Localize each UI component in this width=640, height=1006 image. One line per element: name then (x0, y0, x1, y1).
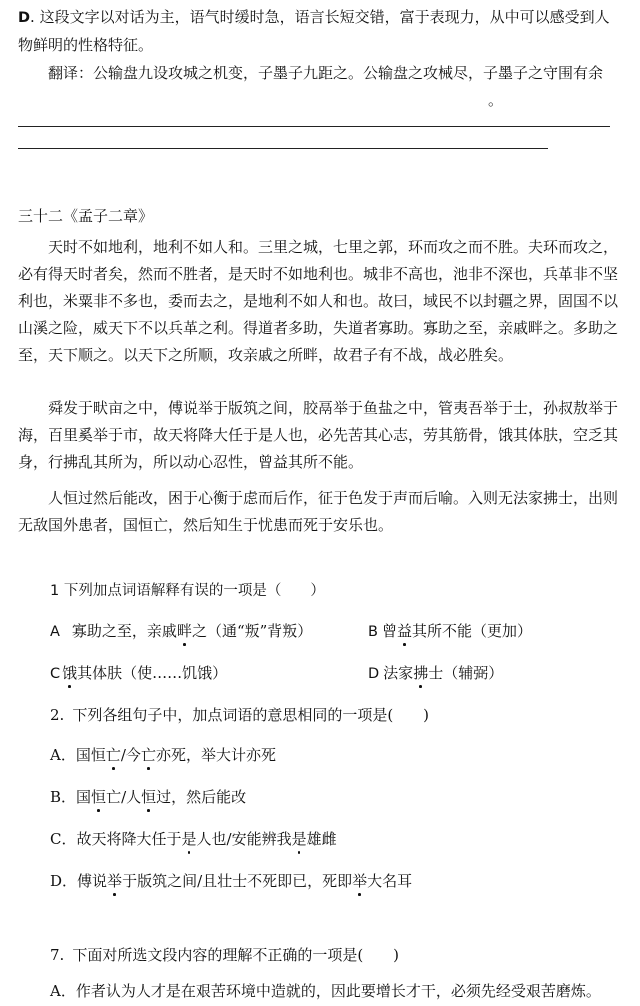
q2-a-part2: /今 (120, 746, 141, 764)
q2-b-label: B． (50, 788, 77, 806)
q2-b-part1: 国 (76, 788, 92, 806)
q1-a-post: 之（通“叛”背叛） (191, 622, 313, 640)
q2-c-dotted-1: 是 (181, 830, 197, 848)
q2-number: 2. (50, 706, 65, 724)
q1-b-dotted-word: 益 (396, 622, 412, 640)
q2-option-b[interactable] (50, 786, 246, 808)
answer-line-2[interactable] (18, 148, 548, 149)
q2-c-part3: 雄雌 (306, 830, 337, 848)
q7-option-a[interactable]: A．作者认为人才是在艰苦环境中造就的，因此要增长才干，必须先经受艰苦磨炼。 (50, 982, 601, 1000)
q2-a-part1: 国恒 (75, 746, 106, 764)
passage-paragraph-3: 人恒过然后能改，困于心衡于虑而后作，征于色发于声而后喻。入则无法家拂士，出则无敌国外患者，国恒亡，然后知生于忧患而死于安乐也。 (18, 489, 619, 534)
q2-a-dotted-1: 亡 (105, 746, 121, 764)
q1-d-post: 士（辅弼） (428, 664, 504, 682)
q1-a-letter: A (50, 624, 60, 640)
q1-c-letter: C (50, 666, 61, 682)
option-d-letter: D (18, 10, 31, 26)
q2-c-part2: 人也/安能辨我 (196, 830, 292, 848)
q2-d-dotted-2: 举 (352, 872, 368, 890)
q2-c-label: C． (50, 830, 77, 848)
q1-b-post: 其所不能（更加） (411, 622, 532, 640)
q2-option-c[interactable] (50, 828, 337, 850)
q1-option-d[interactable] (368, 662, 503, 685)
q1-b-pre: 曾 (381, 622, 397, 640)
option-d-text: . 这段文字以对话为主，语气时缓时急，语言长短交错，富于表现力，从中可以感受到人物鲜明的性格特征。 (18, 8, 610, 54)
q2-a-dotted-2: 亡 (140, 746, 156, 764)
q7-stem (50, 944, 399, 966)
q2-b-dotted-2: 恒 (141, 788, 157, 806)
translation-label: 翻译： (48, 64, 94, 82)
q1-b-letter: B (368, 624, 378, 640)
translation-paragraph (18, 60, 620, 114)
q1-d-pre: 法家 (383, 664, 414, 682)
q1-d-letter: D (368, 666, 380, 682)
q1-option-a[interactable] (50, 620, 312, 643)
q1-c-post: 其体肤（使……饥饿） (77, 664, 228, 682)
q2-b-part3: 过，然后能改 (156, 788, 247, 806)
answer-line-1[interactable] (18, 126, 610, 127)
q1-a-pre: 寡助之至，亲戚 (71, 622, 177, 640)
q2-d-dotted-1: 举 (107, 872, 123, 890)
q2-a-label: A． (50, 746, 76, 764)
q2-option-a[interactable] (50, 744, 276, 766)
q2-d-part3: 大名耳 (367, 872, 413, 890)
q7-number: 7. (50, 946, 65, 964)
q2-stem-text: 下列各组句子中，加点词语的意思相同的一项是( ) (72, 706, 430, 724)
q2-b-part2: 亡/人 (106, 788, 142, 806)
q1-option-c[interactable] (50, 662, 227, 685)
q1-a-dotted-word: 畔 (176, 622, 192, 640)
q1-option-b[interactable] (368, 620, 532, 643)
q1-d-dotted-word: 拂 (413, 664, 429, 682)
q2-d-part1: 傅说 (77, 872, 108, 890)
q2-option-d[interactable] (50, 870, 412, 892)
q7-stem-text: 下面对所选文段内容的理解不正确的一项是( ) (72, 946, 400, 964)
q1-stem: 1 下列加点词语解释有误的一项是（ ） (50, 583, 325, 599)
q2-b-dotted-1: 恒 (91, 788, 107, 806)
q2-d-label: D． (50, 872, 78, 890)
passage-paragraph-1: 天时不如地利，地利不如人和。三里之城，七里之郭，环而攻之而不胜。夫环而攻之，必有得天时者矣，然而不胜者，是天时不如地利也。城非不高也，池非不深也，兵革非不坚利也，米粟非不多也，委而去之，是地利不如人和也。故曰，域民不以封疆之界，固国不以山溪之险，威天下不以兵革之利。得道者多助，失道者寡助。寡助之至，亲戚畔之。多助之至，天下顺之。以天下之所顺，攻亲戚之所畔，故君子有不战，战必胜矣。 (18, 238, 619, 364)
q2-c-part1: 故天将降大任于 (76, 830, 182, 848)
q2-a-part3: 亦死，举大计亦死 (155, 746, 276, 764)
translation-end-mark: 。 (488, 91, 504, 109)
q1-c-dotted-word: 饿 (62, 664, 78, 682)
q2-c-dotted-2: 是 (291, 830, 307, 848)
q2-d-part2: 于版筑之间/且壮士不死即已，死即 (122, 872, 353, 890)
option-d-paragraph (18, 4, 620, 59)
q2-stem (50, 704, 429, 726)
translation-sentence: 公输盘九设攻城之机变，子墨子九距之。公输盘之攻械尽，子墨子之守围有余 (93, 64, 604, 82)
passage-paragraph-2: 舜发于畎亩之中，傅说举于版筑之间，胶鬲举于鱼盐之中，管夷吾举于士，孙叔敖举于海，百里奚举于市，故天将降大任于是人也，必先苦其心志，劳其筋骨，饿其体肤，空乏其身，行拂乱其所为，所以动心忍性，曾益其所不能。 (18, 399, 619, 471)
section-title: 三十二《孟子二章》 (18, 207, 154, 225)
